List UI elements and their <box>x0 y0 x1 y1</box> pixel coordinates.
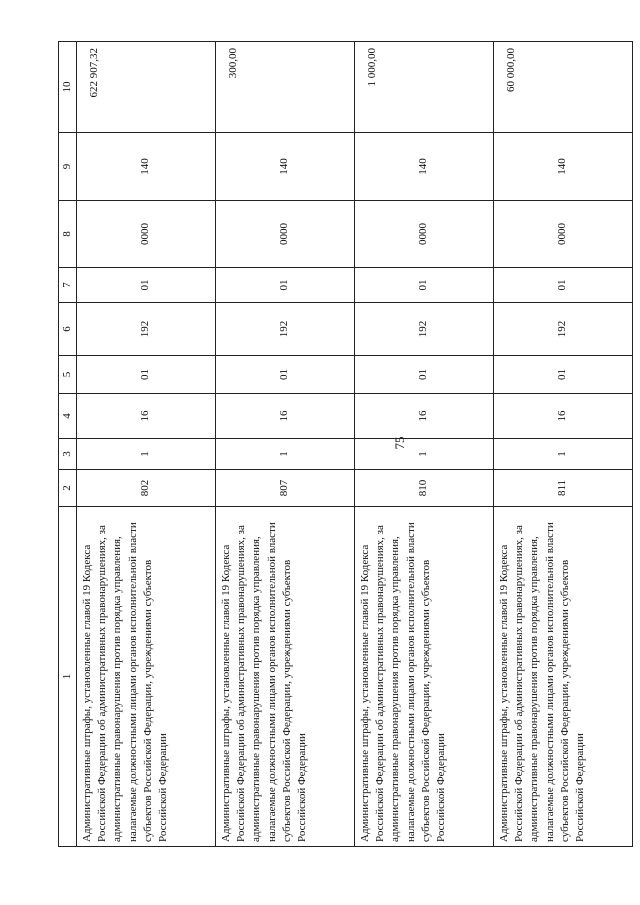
code-cell: 16 <box>494 394 633 439</box>
column-header: 7 <box>59 268 77 303</box>
column-header: 10 <box>59 42 77 133</box>
code-cell: 01 <box>355 268 494 303</box>
code-cell: 01 <box>216 268 355 303</box>
code-cell: 0000 <box>77 201 216 268</box>
code-cell: 16 <box>355 394 494 439</box>
column-header: 9 <box>59 133 77 201</box>
code-cell: 1 <box>355 439 494 470</box>
amount-cell: 622 907,32 <box>77 42 216 133</box>
code-cell: 192 <box>355 303 494 356</box>
code-cell: 01 <box>494 356 633 394</box>
column-header-row <box>59 42 77 847</box>
code-cell: 192 <box>494 303 633 356</box>
code-cell: 1 <box>216 439 355 470</box>
amount-cell: 1 000,00 <box>355 42 494 133</box>
column-header: 6 <box>59 303 77 356</box>
column-header: 4 <box>59 394 77 439</box>
row-description: Административные штрафы, установленные главой 19 Кодекса Российской Федерации об административных правонарушениях, за административные правонарушения против порядка управления, налагаемые должностными лицами органов исполнительной власти субъектов Российской Федерации, учреждениями субъектов Российской Федерации <box>77 507 216 847</box>
row-description: Административные штрафы, установленные главой 19 Кодекса Российской Федерации об административных правонарушениях, за административные правонарушения против порядка управления, налагаемые должностными лицами органов исполнительной власти субъектов Российской Федерации, учреждениями субъектов Российской Федерации <box>355 507 494 847</box>
page-number: 75 <box>392 436 407 450</box>
column-header: 3 <box>59 439 77 470</box>
code-cell: 01 <box>216 356 355 394</box>
code-cell: 140 <box>216 133 355 201</box>
table-row <box>355 42 494 847</box>
code-cell: 0000 <box>494 201 633 268</box>
column-header: 5 <box>59 356 77 394</box>
code-cell: 192 <box>77 303 216 356</box>
column-header: 8 <box>59 201 77 268</box>
admin-code-cell: 802 <box>77 470 216 507</box>
code-cell: 192 <box>216 303 355 356</box>
table-row <box>494 42 633 847</box>
admin-code-cell: 807 <box>216 470 355 507</box>
column-header: 1 <box>59 507 77 847</box>
code-cell: 1 <box>494 439 633 470</box>
row-description: Административные штрафы, установленные главой 19 Кодекса Российской Федерации об административных правонарушениях, за административные правонарушения против порядка управления, налагаемые должностными лицами органов исполнительной власти субъектов Российской Федерации, учреждениями субъектов Российской Федерации <box>216 507 355 847</box>
code-cell: 0000 <box>216 201 355 268</box>
column-header: 2 <box>59 470 77 507</box>
table-row <box>216 42 355 847</box>
rotated-table-wrapper <box>58 42 593 847</box>
code-cell: 140 <box>494 133 633 201</box>
budget-table <box>58 41 633 847</box>
code-cell: 01 <box>77 356 216 394</box>
code-cell: 16 <box>77 394 216 439</box>
code-cell: 01 <box>494 268 633 303</box>
code-cell: 1 <box>77 439 216 470</box>
code-cell: 01 <box>355 356 494 394</box>
amount-cell: 60 000,00 <box>494 42 633 133</box>
row-description: Административные штрафы, установленные главой 19 Кодекса Российской Федерации об административных правонарушениях, за административные правонарушения против порядка управления, налагаемые должностными лицами органов исполнительной власти субъектов Российской Федерации, учреждениями субъектов Российской Федерации <box>494 507 633 847</box>
admin-code-cell: 811 <box>494 470 633 507</box>
code-cell: 140 <box>77 133 216 201</box>
table-row <box>77 42 216 847</box>
admin-code-cell: 810 <box>355 470 494 507</box>
code-cell: 01 <box>77 268 216 303</box>
code-cell: 140 <box>355 133 494 201</box>
code-cell: 16 <box>216 394 355 439</box>
amount-cell: 300,00 <box>216 42 355 133</box>
code-cell: 0000 <box>355 201 494 268</box>
